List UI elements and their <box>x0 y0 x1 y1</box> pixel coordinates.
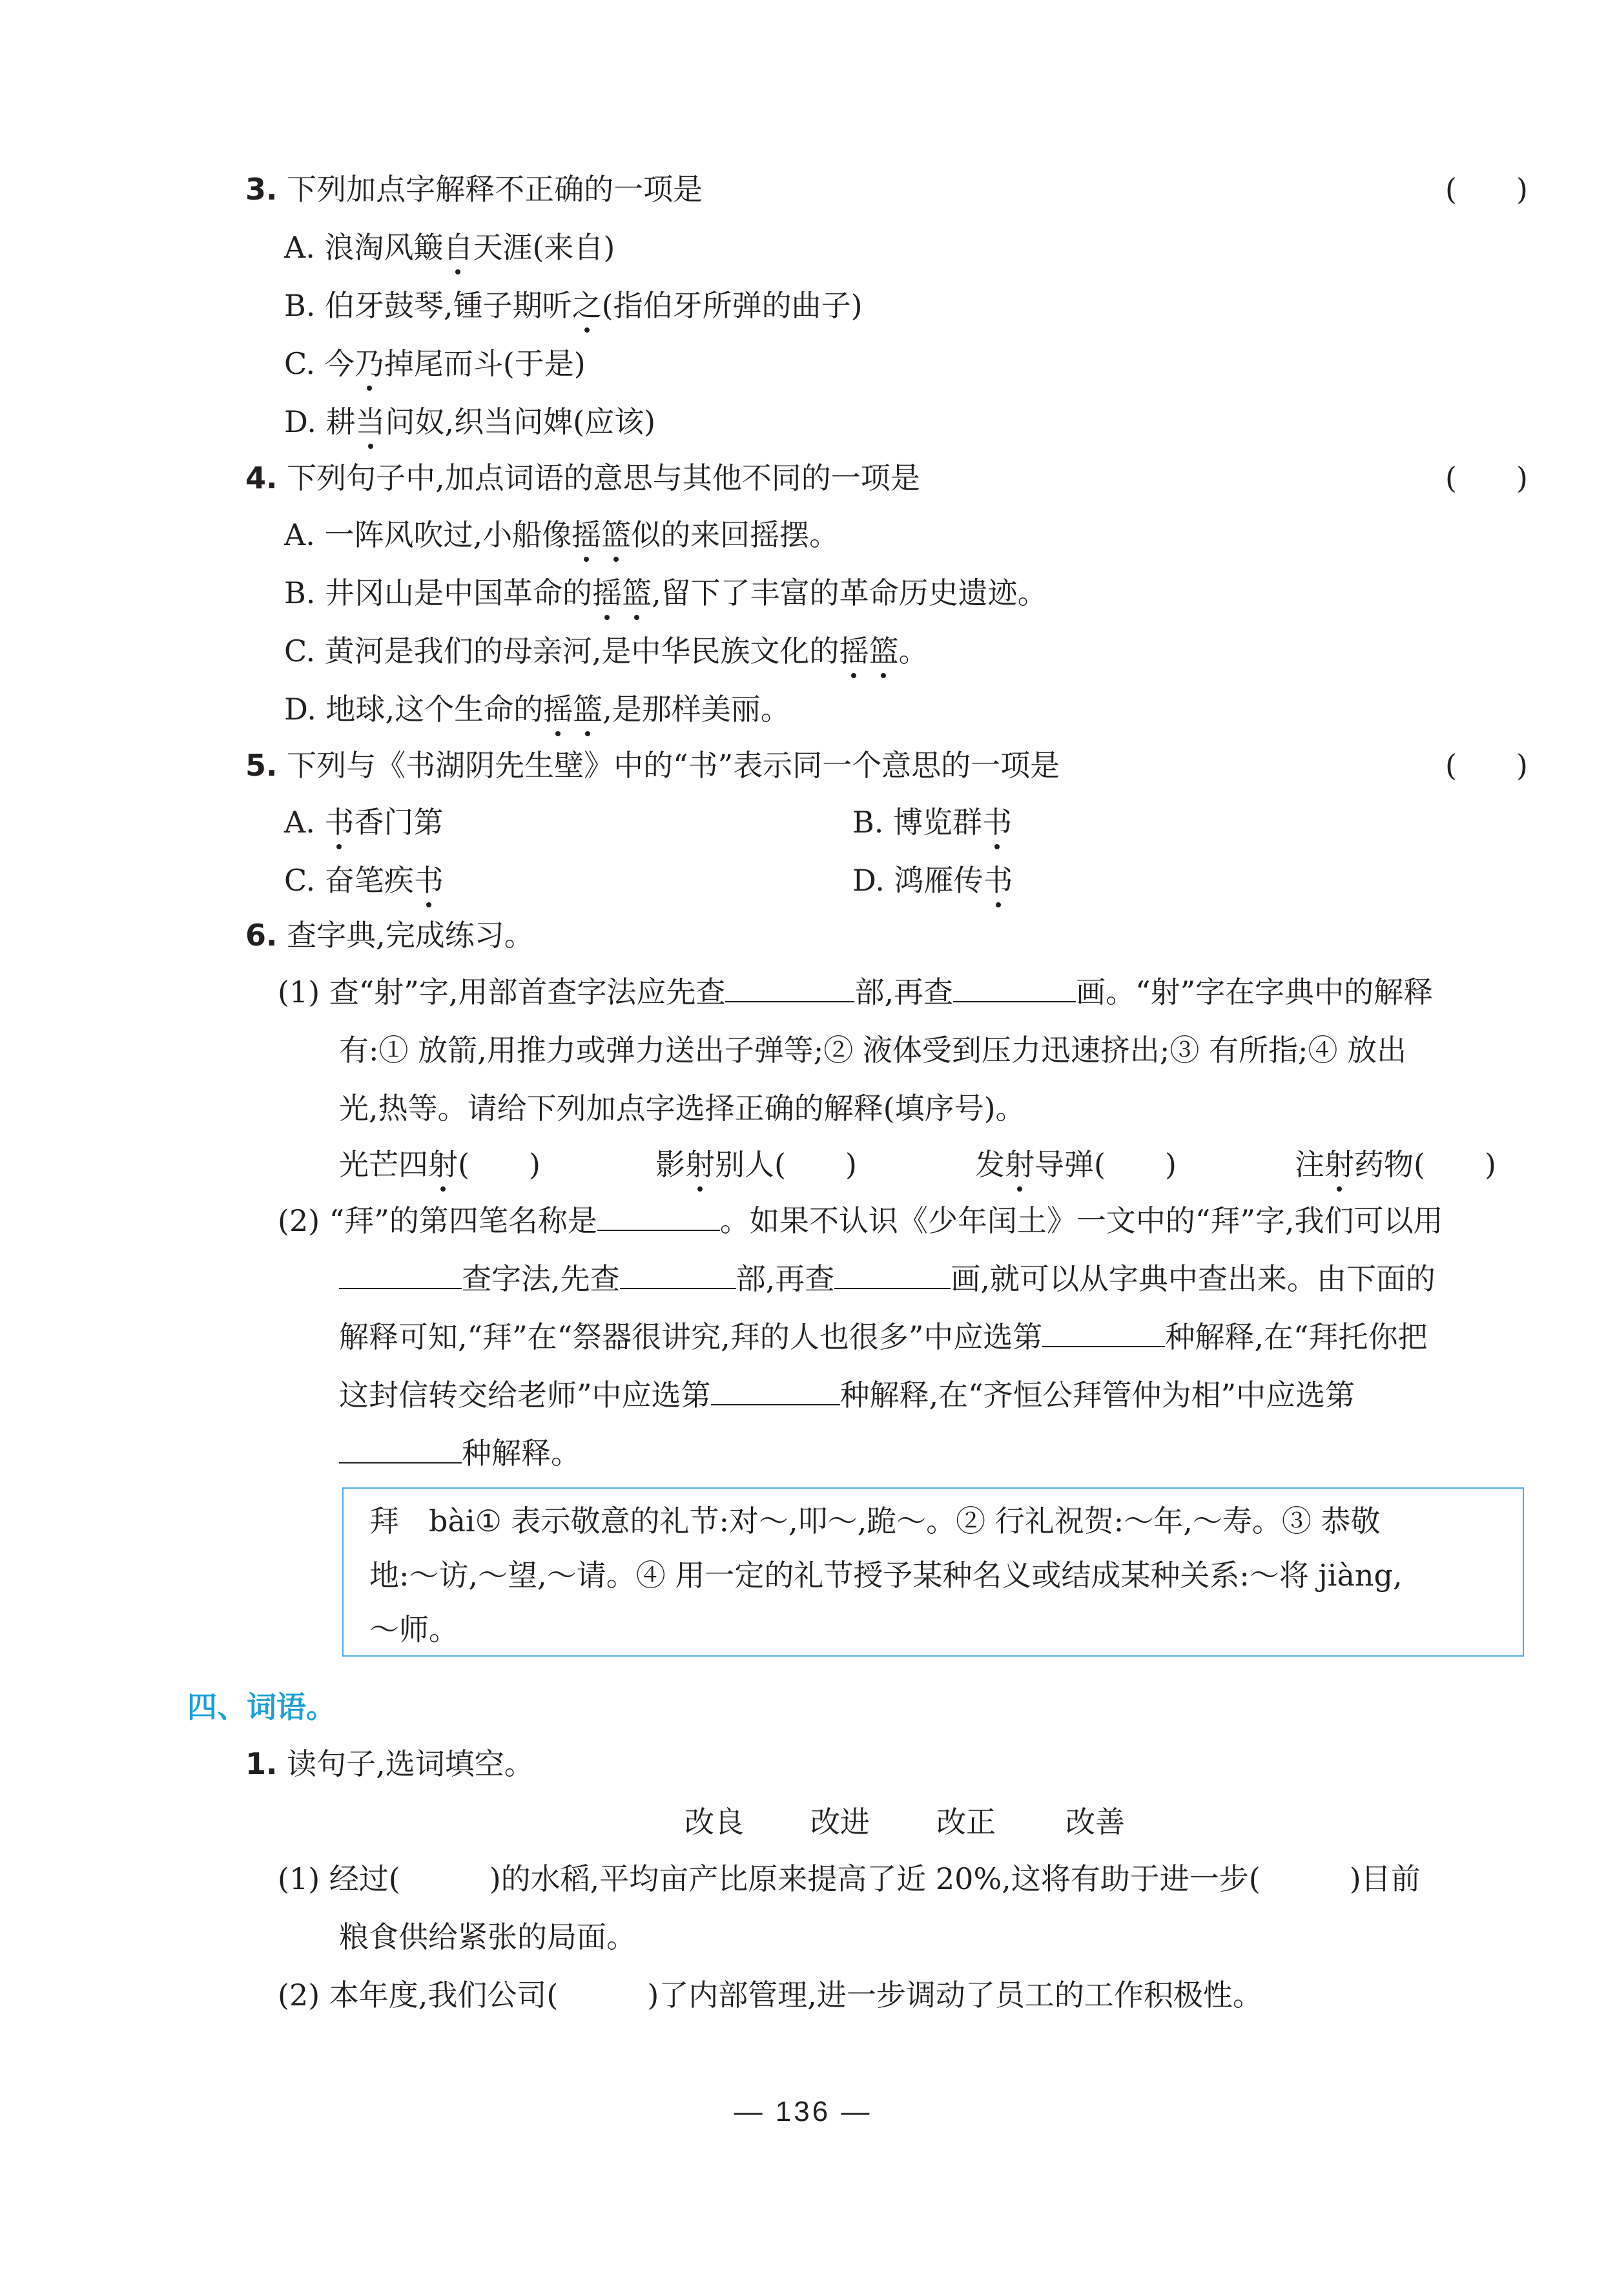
q5-stem <box>245 747 1060 783</box>
radical2-blank[interactable] <box>620 1262 736 1289</box>
q6-part1-item4[interactable]: 注射药物( ) <box>1295 1147 1496 1182</box>
q3-option-b[interactable]: B. 伯牙鼓琴,锺子期听之(指伯牙所弹的曲子) <box>284 288 863 323</box>
q3-stem <box>245 171 703 207</box>
q5-option-b[interactable]: B. 博览群书 <box>852 805 1013 840</box>
q3-option-c[interactable]: C. 今乃掉尾而斗(于是) <box>284 346 586 381</box>
q5-answer-paren[interactable]: ( ) <box>1445 748 1528 783</box>
q6-part1-item3[interactable]: 发射导弹( ) <box>975 1147 1177 1182</box>
q6-part2-line1: (2) “拜”的第四笔名称是 。如果不认识《少年闰土》一文中的“拜”字,我们可以用 <box>278 1203 1443 1238</box>
s4-sentence1-line2: 粮食供给紧张的局面。 <box>339 1919 636 1954</box>
q3-stem-text: 下列加点字解释不正确的一项是 <box>287 172 703 207</box>
s4-sentence2[interactable]: (2) 本年度,我们公司( )了内部管理,进一步调动了员工的工作积极性。 <box>278 1978 1262 2012</box>
word-option-2: 改进 <box>810 1805 870 1839</box>
word-option-4: 改善 <box>1066 1805 1125 1839</box>
meaning1-blank[interactable] <box>1042 1320 1165 1347</box>
q6-stem-text: 查字典,完成练习。 <box>287 918 534 953</box>
q4-option-b[interactable]: B. 井冈山是中国革命的摇篮,留下了丰富的革命历史遗迹。 <box>284 575 1047 610</box>
s4-q1-stem <box>245 1746 534 1782</box>
radical-blank[interactable] <box>725 975 854 1002</box>
q5-number: 5. <box>245 748 278 783</box>
meaning2-blank[interactable] <box>711 1378 840 1405</box>
q4-option-c[interactable]: C. 黄河是我们的母亲河,是中华民族文化的摇篮。 <box>284 634 929 668</box>
word-option-3: 改正 <box>936 1805 996 1839</box>
q5-option-d[interactable]: D. 鸿雁传书 <box>852 863 1013 898</box>
q3-number: 3. <box>245 172 278 207</box>
q4-stem <box>245 460 920 496</box>
q5-option-c[interactable]: C. 奋笔疾书 <box>284 863 444 898</box>
q6-part1-line1: (1) 查“射”字,用部首查字法应先查 部,再查 画。“射”字在字典中的解释 <box>278 975 1434 1009</box>
q3-option-a[interactable]: A. 浪淘风簸自天涯(来自) <box>284 230 615 265</box>
dict-line-1: 拜 bài① 表示敬意的礼节:对～,叩～,跪～。② 行礼祝贺:～年,～寿。③ 恭敬 <box>369 1504 1381 1538</box>
q3-answer-paren[interactable]: ( ) <box>1445 172 1528 207</box>
q4-number: 4. <box>245 460 278 495</box>
q6-part2-line5: 种解释。 <box>339 1435 581 1471</box>
s4-q1-stem-text: 读句子,选词填空。 <box>287 1746 534 1781</box>
meaning3-blank[interactable] <box>339 1436 462 1463</box>
q6-part2-line3: 解释可知,“拜”在“祭器很讲究,拜的人也很多”中应选第 种解释,在“拜托你把 <box>339 1319 1428 1354</box>
word-option-1: 改良 <box>685 1805 744 1839</box>
page-number: — 136 — <box>734 2096 872 2127</box>
q6-stem <box>245 917 534 953</box>
s4-sentence1-line1[interactable]: (1) 经过( )的水稻,平均亩产比原来提高了近 20%,这将有助于进一步( )目前 <box>278 1861 1421 1896</box>
q4-option-d[interactable]: D. 地球,这个生命的摇篮,是那样美丽。 <box>284 692 790 727</box>
dictionary-entry-box <box>342 1487 1524 1657</box>
dict-line-3: ～师。 <box>369 1612 458 1647</box>
q5-stem-text: 下列与《书湖阴先生壁》中的“书”表示同一个意思的一项是 <box>287 748 1060 783</box>
dict-line-2: 地:～访,～望,～请。④ 用一定的礼节授予某种名义或结成某种关系:～将 jiàng, <box>369 1558 1403 1593</box>
s4-q1-number: 1. <box>245 1746 278 1781</box>
q6-part2-line2: 查字法,先查 部,再查 画,就可以从字典中查出来。由下面的 <box>339 1261 1436 1297</box>
q6-part2-line4: 这封信转交给老师”中应选第 种解释,在“齐恒公拜管仲为相”中应选第 <box>339 1378 1355 1412</box>
q4-stem-text: 下列句子中,加点词语的意思与其他不同的一项是 <box>287 460 920 495</box>
q6-part1-item2[interactable]: 影射别人( ) <box>655 1147 857 1182</box>
q5-option-a[interactable]: A. 书香门第 <box>284 805 444 840</box>
strokes-blank[interactable] <box>953 975 1076 1002</box>
q6-part1-line3: 光,热等。请给下列加点字选择正确的解释(填序号)。 <box>339 1091 1025 1126</box>
q4-option-a[interactable]: A. 一阵风吹过,小船像摇篮似的来回摇摆。 <box>284 517 839 552</box>
section4-heading: 四、词语。 <box>187 1690 336 1724</box>
stroke-name-blank[interactable] <box>597 1204 720 1231</box>
q6-number: 6. <box>245 918 278 953</box>
q6-part1-item1[interactable]: 光芒四射( ) <box>339 1147 540 1182</box>
strokes2-blank[interactable] <box>834 1262 951 1289</box>
q6-part1-line2: 有:① 放箭,用推力或弹力送出子弹等;② 液体受到压力迅速挤出;③ 有所指;④ 放出 <box>339 1033 1407 1068</box>
lookup-method-blank[interactable] <box>339 1262 462 1289</box>
q3-option-d[interactable]: D. 耕当问奴,织当问婢(应该) <box>284 404 656 439</box>
q4-answer-paren[interactable]: ( ) <box>1445 460 1528 495</box>
